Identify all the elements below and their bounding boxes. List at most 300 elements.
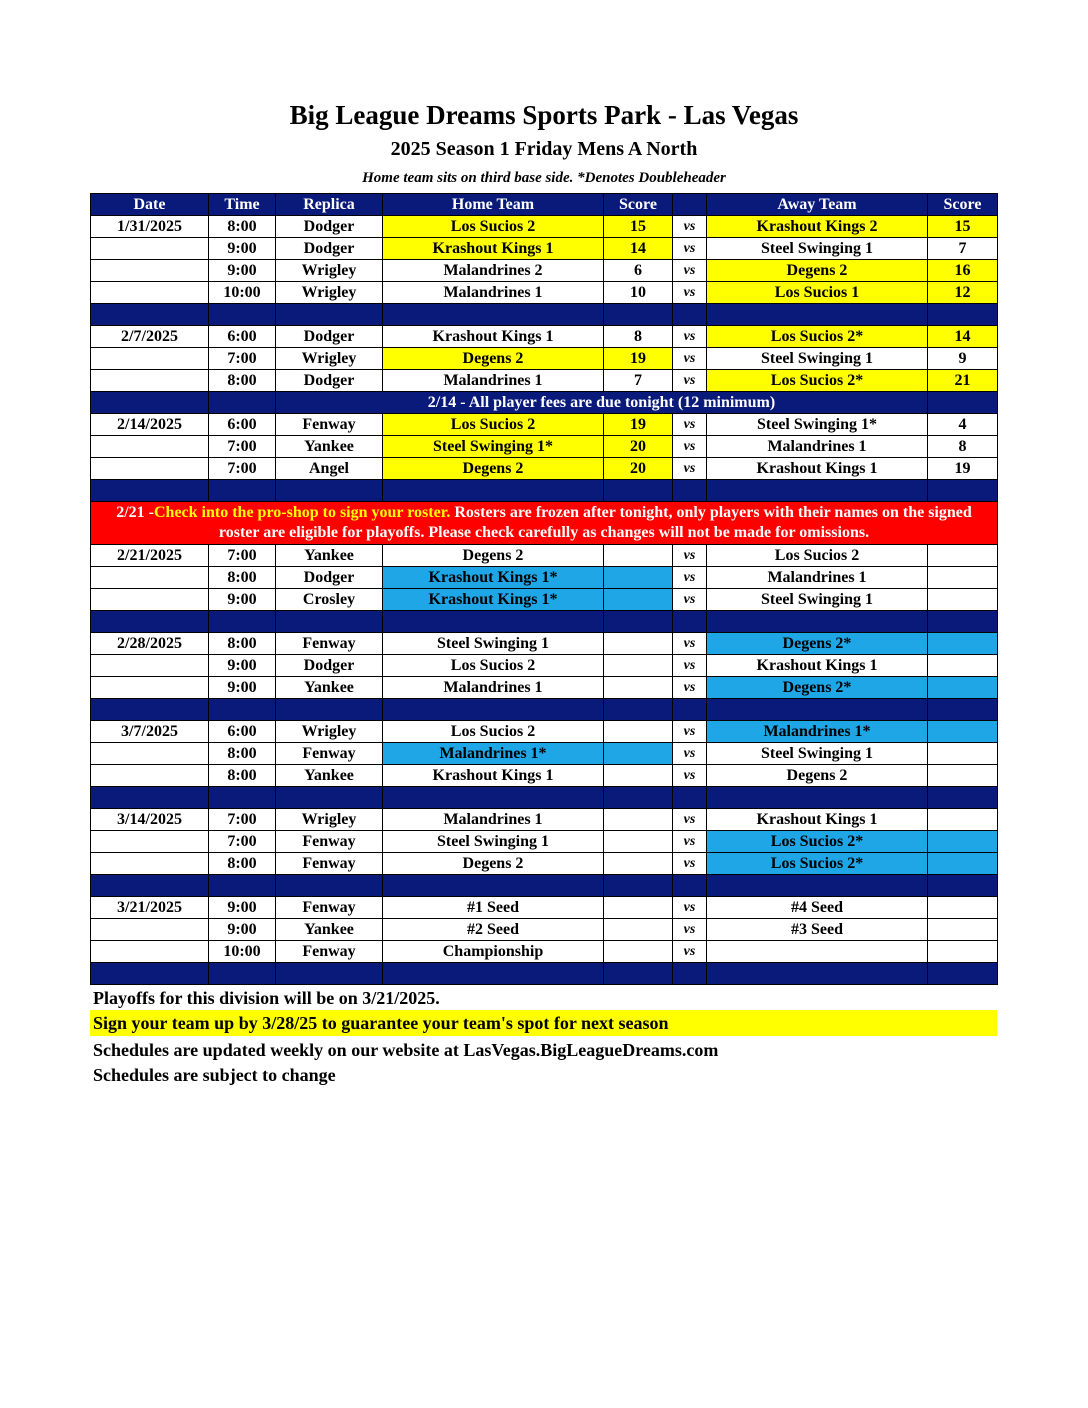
schedule-table [90, 193, 998, 985]
header-note: Home team sits on third base side. *Denotes Doubleheader [362, 170, 726, 186]
replica-cell: Yankee [276, 545, 383, 567]
away-team-cell: Los Sucios 2* [707, 326, 928, 348]
separator-cell [91, 392, 209, 414]
home-team-cell: Los Sucios 2 [383, 721, 604, 743]
separator-cell [707, 963, 928, 985]
separator-cell [91, 699, 209, 721]
away-score-cell: 4 [928, 414, 998, 436]
away-team-cell: Degens 2 [707, 260, 928, 282]
separator-cell [673, 963, 707, 985]
separator-cell [276, 480, 383, 502]
table-row [91, 326, 998, 348]
separator-cell [928, 875, 998, 897]
table-row [91, 436, 998, 458]
home-score-cell [604, 655, 673, 677]
notice-lead: 2/21 - [116, 504, 154, 521]
away-score-cell [928, 743, 998, 765]
time-cell: 8:00 [209, 743, 276, 765]
separator-cell [276, 699, 383, 721]
replica-cell: Fenway [276, 633, 383, 655]
vs-cell: vs [673, 721, 707, 743]
separator-cell [604, 699, 673, 721]
vs-cell: vs [673, 282, 707, 304]
replica-cell: Wrigley [276, 282, 383, 304]
away-score-cell: 8 [928, 436, 998, 458]
notice-highlight: Check into the pro-shop to sign your roster. [154, 504, 451, 521]
separator-cell [707, 875, 928, 897]
home-score-cell [604, 567, 673, 589]
replica-cell: Yankee [276, 677, 383, 699]
replica-cell: Wrigley [276, 260, 383, 282]
away-team-cell: Degens 2* [707, 677, 928, 699]
vs-cell: vs [673, 436, 707, 458]
away-score-cell [928, 919, 998, 941]
separator-cell [276, 304, 383, 326]
time-cell: 7:00 [209, 545, 276, 567]
home-team-cell: Los Sucios 2 [383, 216, 604, 238]
away-score-cell [928, 655, 998, 677]
vs-cell: vs [673, 897, 707, 919]
separator-cell [91, 480, 209, 502]
date-cell [91, 589, 209, 611]
away-score-cell [928, 589, 998, 611]
replica-cell: Yankee [276, 436, 383, 458]
date-cell: 2/28/2025 [91, 633, 209, 655]
away-team-cell: Steel Swinging 1 [707, 743, 928, 765]
away-team-cell: Malandrines 1 [707, 436, 928, 458]
table-row [91, 282, 998, 304]
home-score-cell [604, 721, 673, 743]
table-row [91, 677, 998, 699]
away-team-cell: Steel Swinging 1* [707, 414, 928, 436]
home-score-cell [604, 853, 673, 875]
date-cell [91, 677, 209, 699]
signup-note: Sign your team up by 3/28/25 to guarantee your team's spot for next season [90, 1010, 997, 1036]
separator-cell [707, 787, 928, 809]
home-team-cell: Degens 2 [383, 348, 604, 370]
replica-cell: Dodger [276, 326, 383, 348]
table-row [91, 633, 998, 655]
disclaimer-note: Schedules are subject to change [93, 1065, 336, 1085]
away-score-cell [928, 941, 998, 963]
home-team-cell: #2 Seed [383, 919, 604, 941]
separator-cell [209, 304, 276, 326]
separator-cell [707, 304, 928, 326]
separator-cell [928, 611, 998, 633]
date-cell [91, 743, 209, 765]
vs-cell: vs [673, 458, 707, 480]
col-header-time: Time [209, 194, 276, 216]
separator-cell [383, 480, 604, 502]
notice-rest: Rosters are frozen after tonight, only players with their names on the signed roster are eligible for playoffs. Please check carefully as changes will not be made for omissions. [218, 504, 972, 541]
fee-notice-row [91, 392, 998, 414]
table-row [91, 721, 998, 743]
away-score-cell [928, 567, 998, 589]
separator-cell [928, 787, 998, 809]
away-score-cell [928, 677, 998, 699]
home-score-cell: 19 [604, 348, 673, 370]
replica-cell: Wrigley [276, 809, 383, 831]
separator-cell [383, 611, 604, 633]
replica-cell: Dodger [276, 370, 383, 392]
home-score-cell: 20 [604, 458, 673, 480]
replica-cell: Dodger [276, 655, 383, 677]
time-cell: 8:00 [209, 853, 276, 875]
home-team-cell: Krashout Kings 1* [383, 567, 604, 589]
table-row [91, 919, 998, 941]
table-row [91, 348, 998, 370]
vs-cell: vs [673, 238, 707, 260]
page-title: Big League Dreams Sports Park - Las Vegas [289, 100, 799, 130]
replica-cell: Yankee [276, 765, 383, 787]
away-score-cell: 9 [928, 348, 998, 370]
date-cell: 2/7/2025 [91, 326, 209, 348]
vs-cell: vs [673, 633, 707, 655]
date-cell [91, 238, 209, 260]
away-score-cell [928, 831, 998, 853]
vs-cell: vs [673, 370, 707, 392]
separator-cell [604, 875, 673, 897]
separator-cell [91, 304, 209, 326]
home-team-cell: Steel Swinging 1 [383, 633, 604, 655]
separator-cell [383, 875, 604, 897]
date-cell [91, 853, 209, 875]
away-team-cell: Los Sucios 2* [707, 853, 928, 875]
away-team-cell: Malandrines 1* [707, 721, 928, 743]
time-cell: 10:00 [209, 941, 276, 963]
away-score-cell: 16 [928, 260, 998, 282]
vs-cell: vs [673, 941, 707, 963]
table-row [91, 370, 998, 392]
away-team-cell: Malandrines 1 [707, 567, 928, 589]
separator-row [91, 787, 998, 809]
time-cell: 6:00 [209, 721, 276, 743]
home-team-cell: Krashout Kings 1 [383, 765, 604, 787]
separator-cell [673, 304, 707, 326]
home-team-cell: Krashout Kings 1 [383, 326, 604, 348]
home-team-cell: Los Sucios 2 [383, 655, 604, 677]
away-score-cell: 19 [928, 458, 998, 480]
vs-cell: vs [673, 677, 707, 699]
time-cell: 6:00 [209, 414, 276, 436]
website-note: Schedules are updated weekly on our website at LasVegas.BigLeagueDreams.com [93, 1040, 719, 1060]
date-cell [91, 436, 209, 458]
home-team-cell: Malandrines 2 [383, 260, 604, 282]
table-row [91, 238, 998, 260]
away-score-cell: 14 [928, 326, 998, 348]
away-team-cell: Krashout Kings 1 [707, 809, 928, 831]
table-row [91, 743, 998, 765]
away-team-cell: #4 Seed [707, 897, 928, 919]
separator-cell [209, 787, 276, 809]
date-cell [91, 655, 209, 677]
separator-cell [209, 699, 276, 721]
away-team-cell: Los Sucios 2* [707, 831, 928, 853]
away-team-cell: Steel Swinging 1 [707, 238, 928, 260]
replica-cell: Fenway [276, 414, 383, 436]
time-cell: 9:00 [209, 238, 276, 260]
time-cell: 9:00 [209, 260, 276, 282]
date-cell [91, 458, 209, 480]
schedule-body [91, 216, 998, 985]
table-row [91, 414, 998, 436]
home-score-cell: 19 [604, 414, 673, 436]
date-cell [91, 567, 209, 589]
away-team-cell: Krashout Kings 1 [707, 458, 928, 480]
time-cell: 7:00 [209, 348, 276, 370]
date-cell [91, 941, 209, 963]
time-cell: 6:00 [209, 326, 276, 348]
date-cell: 3/7/2025 [91, 721, 209, 743]
replica-cell: Wrigley [276, 721, 383, 743]
time-cell: 9:00 [209, 897, 276, 919]
home-team-cell: Degens 2 [383, 545, 604, 567]
table-row [91, 831, 998, 853]
date-cell: 2/21/2025 [91, 545, 209, 567]
separator-cell [673, 875, 707, 897]
separator-cell [604, 611, 673, 633]
separator-cell [673, 787, 707, 809]
home-score-cell [604, 897, 673, 919]
vs-cell: vs [673, 216, 707, 238]
separator-cell [276, 787, 383, 809]
separator-cell [673, 480, 707, 502]
separator-cell [604, 304, 673, 326]
away-team-cell: Los Sucios 1 [707, 282, 928, 304]
away-score-cell [928, 765, 998, 787]
away-team-cell: Degens 2* [707, 633, 928, 655]
col-header-away-score: Score [928, 194, 998, 216]
home-team-cell: Malandrines 1 [383, 370, 604, 392]
time-cell: 9:00 [209, 919, 276, 941]
away-score-cell [928, 809, 998, 831]
replica-cell: Fenway [276, 853, 383, 875]
date-cell [91, 919, 209, 941]
home-team-cell: Steel Swinging 1* [383, 436, 604, 458]
table-row [91, 853, 998, 875]
separator-row [91, 480, 998, 502]
separator-cell [673, 611, 707, 633]
replica-cell: Fenway [276, 831, 383, 853]
away-score-cell [928, 633, 998, 655]
home-score-cell [604, 941, 673, 963]
home-team-cell: Malandrines 1 [383, 677, 604, 699]
separator-cell [209, 392, 276, 414]
separator-row [91, 699, 998, 721]
date-cell: 3/14/2025 [91, 809, 209, 831]
away-score-cell: 15 [928, 216, 998, 238]
vs-cell: vs [673, 414, 707, 436]
playoffs-note: Playoffs for this division will be on 3/21/2025. [93, 988, 440, 1008]
time-cell: 9:00 [209, 589, 276, 611]
col-header-date: Date [91, 194, 209, 216]
away-team-cell: Steel Swinging 1 [707, 348, 928, 370]
separator-cell [276, 963, 383, 985]
separator-cell [928, 304, 998, 326]
vs-cell: vs [673, 743, 707, 765]
time-cell: 7:00 [209, 436, 276, 458]
vs-cell: vs [673, 567, 707, 589]
separator-cell [91, 787, 209, 809]
replica-cell: Dodger [276, 567, 383, 589]
home-score-cell: 15 [604, 216, 673, 238]
date-cell: 1/31/2025 [91, 216, 209, 238]
away-score-cell [928, 897, 998, 919]
away-score-cell [928, 853, 998, 875]
separator-row [91, 963, 998, 985]
separator-cell [91, 875, 209, 897]
page-subtitle: 2025 Season 1 Friday Mens A North [390, 138, 698, 160]
time-cell: 8:00 [209, 633, 276, 655]
away-team-cell: Los Sucios 2 [707, 545, 928, 567]
home-score-cell: 7 [604, 370, 673, 392]
time-cell: 9:00 [209, 655, 276, 677]
separator-cell [673, 699, 707, 721]
separator-cell [707, 611, 928, 633]
vs-cell: vs [673, 809, 707, 831]
separator-cell [928, 699, 998, 721]
home-score-cell [604, 765, 673, 787]
table-row [91, 655, 998, 677]
home-team-cell: Malandrines 1 [383, 282, 604, 304]
vs-cell: vs [673, 919, 707, 941]
col-header-replica: Replica [276, 194, 383, 216]
separator-cell [383, 787, 604, 809]
table-row [91, 589, 998, 611]
replica-cell: Dodger [276, 216, 383, 238]
home-team-cell: Krashout Kings 1 [383, 238, 604, 260]
separator-cell [604, 480, 673, 502]
date-cell [91, 370, 209, 392]
time-cell: 8:00 [209, 370, 276, 392]
table-header-row [91, 194, 998, 216]
separator-cell [209, 611, 276, 633]
separator-cell [707, 699, 928, 721]
table-row [91, 216, 998, 238]
time-cell: 7:00 [209, 831, 276, 853]
away-team-cell: Steel Swinging 1 [707, 589, 928, 611]
separator-row [91, 611, 998, 633]
home-score-cell [604, 831, 673, 853]
replica-cell: Angel [276, 458, 383, 480]
home-score-cell: 8 [604, 326, 673, 348]
table-row [91, 809, 998, 831]
home-team-cell: Degens 2 [383, 853, 604, 875]
separator-cell [383, 304, 604, 326]
separator-cell [604, 787, 673, 809]
col-header-vs [673, 194, 707, 216]
away-score-cell [928, 545, 998, 567]
vs-cell: vs [673, 348, 707, 370]
table-row [91, 897, 998, 919]
home-score-cell: 10 [604, 282, 673, 304]
away-score-cell: 21 [928, 370, 998, 392]
separator-cell [276, 875, 383, 897]
home-team-cell: Malandrines 1 [383, 809, 604, 831]
home-team-cell: Steel Swinging 1 [383, 831, 604, 853]
replica-cell: Wrigley [276, 348, 383, 370]
away-team-cell: #3 Seed [707, 919, 928, 941]
table-row [91, 458, 998, 480]
time-cell: 9:00 [209, 677, 276, 699]
roster-notice [91, 502, 998, 545]
table-row [91, 941, 998, 963]
home-score-cell [604, 589, 673, 611]
vs-cell: vs [673, 655, 707, 677]
separator-cell [91, 611, 209, 633]
date-cell [91, 282, 209, 304]
vs-cell: vs [673, 589, 707, 611]
away-team-cell: Krashout Kings 1 [707, 655, 928, 677]
away-score-cell [928, 721, 998, 743]
separator-cell [209, 875, 276, 897]
away-score-cell: 7 [928, 238, 998, 260]
home-score-cell [604, 919, 673, 941]
vs-cell: vs [673, 260, 707, 282]
away-score-cell: 12 [928, 282, 998, 304]
replica-cell: Crosley [276, 589, 383, 611]
replica-cell: Yankee [276, 919, 383, 941]
table-row [91, 567, 998, 589]
away-team-cell: Krashout Kings 2 [707, 216, 928, 238]
roster-notice-row [91, 502, 998, 545]
time-cell: 7:00 [209, 458, 276, 480]
home-score-cell [604, 809, 673, 831]
separator-cell [276, 611, 383, 633]
vs-cell: vs [673, 765, 707, 787]
replica-cell: Fenway [276, 941, 383, 963]
home-score-cell [604, 633, 673, 655]
home-team-cell: Los Sucios 2 [383, 414, 604, 436]
table-row [91, 260, 998, 282]
replica-cell: Dodger [276, 238, 383, 260]
home-score-cell [604, 545, 673, 567]
time-cell: 8:00 [209, 567, 276, 589]
away-team-cell: Los Sucios 2* [707, 370, 928, 392]
separator-cell [604, 963, 673, 985]
home-score-cell [604, 677, 673, 699]
separator-cell [209, 963, 276, 985]
separator-row [91, 875, 998, 897]
home-score-cell: 20 [604, 436, 673, 458]
separator-row [91, 304, 998, 326]
date-cell [91, 831, 209, 853]
replica-cell: Fenway [276, 743, 383, 765]
separator-cell [91, 963, 209, 985]
date-cell [91, 765, 209, 787]
home-score-cell [604, 743, 673, 765]
col-header-home-score: Score [604, 194, 673, 216]
separator-cell [383, 699, 604, 721]
time-cell: 10:00 [209, 282, 276, 304]
separator-cell [209, 480, 276, 502]
date-cell [91, 260, 209, 282]
time-cell: 8:00 [209, 765, 276, 787]
time-cell: 8:00 [209, 216, 276, 238]
separator-cell [928, 963, 998, 985]
col-header-away-team: Away Team [707, 194, 928, 216]
away-team-cell [707, 941, 928, 963]
home-score-cell: 6 [604, 260, 673, 282]
home-score-cell: 14 [604, 238, 673, 260]
separator-cell [383, 963, 604, 985]
separator-cell [928, 480, 998, 502]
vs-cell: vs [673, 831, 707, 853]
away-team-cell: Degens 2 [707, 765, 928, 787]
date-cell: 2/14/2025 [91, 414, 209, 436]
col-header-home-team: Home Team [383, 194, 604, 216]
home-team-cell: #1 Seed [383, 897, 604, 919]
